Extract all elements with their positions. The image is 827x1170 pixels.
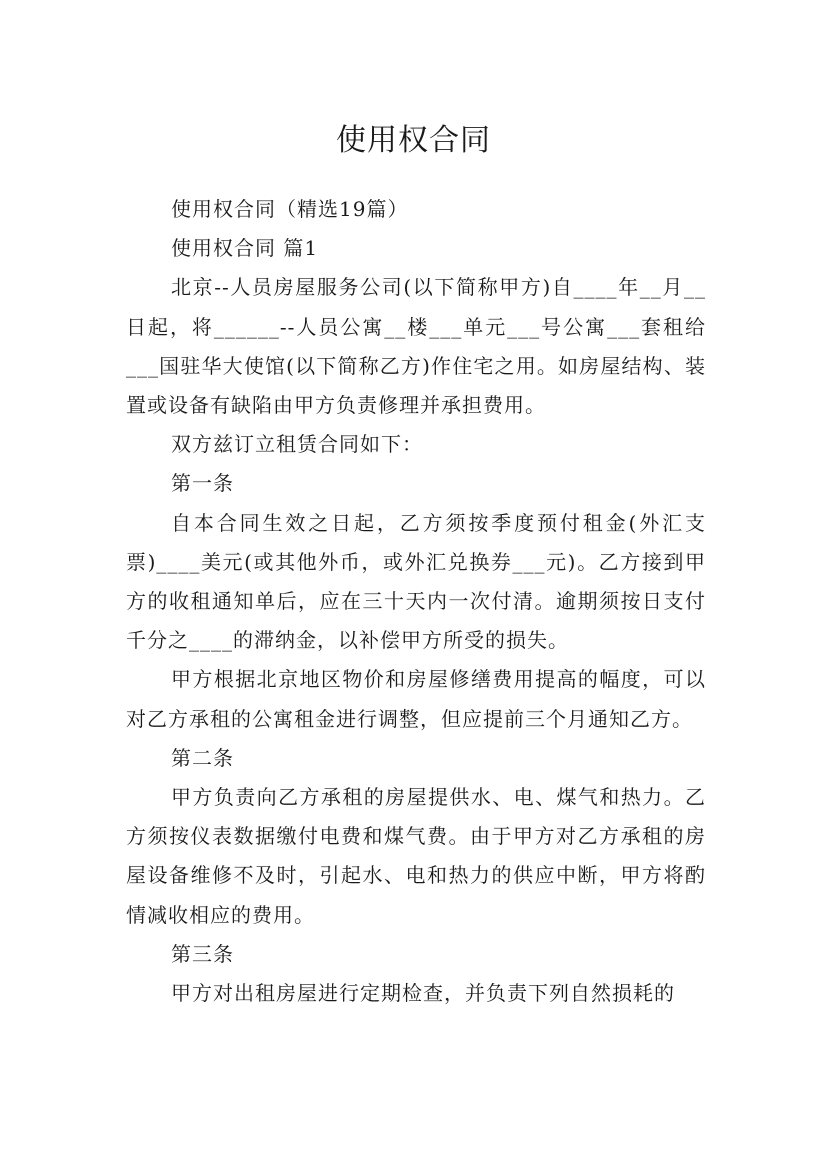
paragraph: 甲方根据北京地区物价和房屋修缮费用提高的幅度，可以对乙方承租的公寓租金进行调整，但应提前三个月通知乙方。 [126, 667, 706, 731]
article-heading: 第三条 [171, 941, 234, 966]
document-body [126, 190, 706, 1013]
paragraph: 自本合同生效之日起，乙方须按季度预付租金(外汇支票)____美元(或其他外币，或外汇兑换券___元)。乙方接到甲方的收租通知单后，应在三十天内一次付清。逾期须按日支付千分之____的滞纳金，以补偿甲方所受的损失。 [126, 510, 706, 653]
document-subtitle: 使用权合同（精选19篇） [171, 197, 409, 221]
paragraph: 甲方负责向乙方承租的房屋提供水、电、煤气和热力。乙方须按仪表数据缴付电费和煤气费。由于甲方对乙方承租的房屋设备维修不及时，引起水、电和热力的供应中断，甲方将酌情减收相应的费用。 [126, 785, 706, 927]
section-heading: 使用权合同 篇1 [171, 236, 319, 261]
article-heading: 第二条 [171, 745, 234, 770]
article-heading: 第一条 [171, 471, 234, 496]
paragraph: 甲方对出租房屋进行定期检查，并负责下列自然损耗的 [171, 981, 675, 1006]
paragraph: 双方兹订立租赁合同如下： [171, 432, 423, 457]
paragraph: 北京--人员房屋服务公司(以下简称甲方)自____年__月__日起，将______--人员公寓__楼___单元___号公寓___套租给___国驻华大使馆(以下简称乙方)作住宅之用。如房屋结构、装置或设备有缺陷由甲方负责修理并承担费用。 [126, 275, 706, 418]
document-title: 使用权合同 [336, 123, 491, 159]
